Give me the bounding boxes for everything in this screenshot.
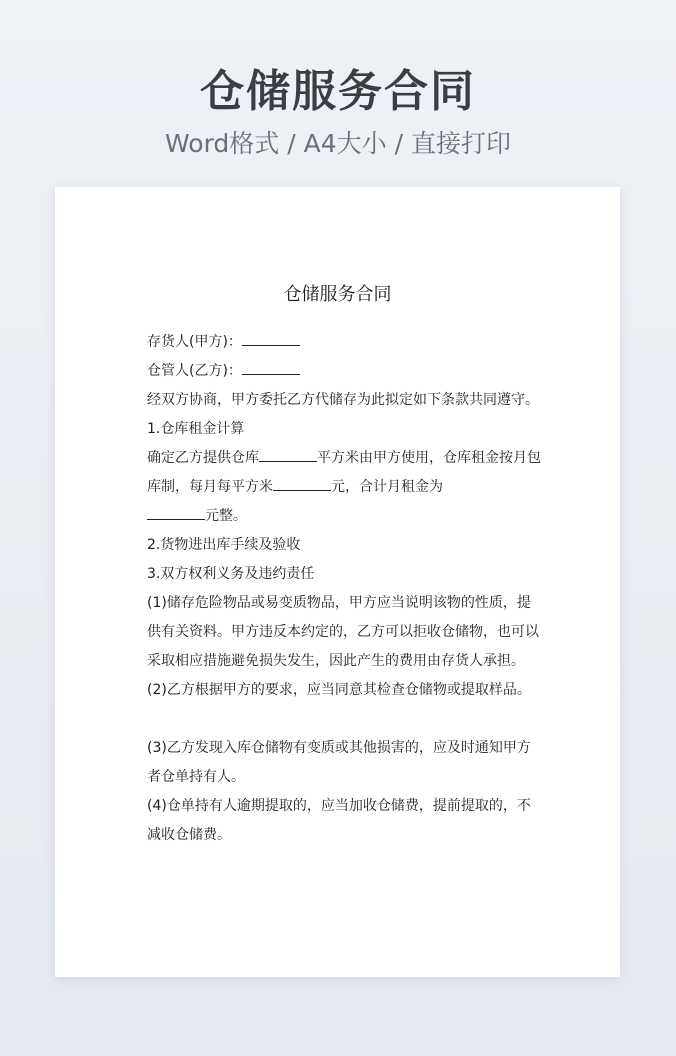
section1-text-c: 元，合计月租金为 [331,479,443,495]
party-a-blank [242,331,300,346]
clause-1: (1)储存危险物品或易变质物品，甲方应当说明该物的性质，提供有关资料。甲方违反本约定的，乙方可以拒收仓储物，也可以采取相应措施避免损失发生，因此产生的费用由存货人承担。 [147,595,539,669]
banner-subtitle: Word格式 / A4大小 / 直接打印 [165,129,511,158]
intro-paragraph: 经双方协商，甲方委托乙方代储存为此拟定如下条款共同遵守。 [147,392,539,408]
party-a-label: 存货人(甲方)： [147,334,242,350]
document-body [147,328,541,850]
area-blank [259,447,317,462]
monthly-rent-blank [147,505,205,520]
clause-3: (3)乙方发现入库仓储物有变质或其他损害的，应及时通知甲方者仓单持有人。 [147,740,531,785]
section1-text-a: 确定乙方提供仓库 [147,450,259,466]
party-b-blank [242,360,300,375]
section1-heading: 1.仓库租金计算 [147,421,245,437]
clause-4: (4)仓单持有人逾期提取的，应当加收仓储费，提前提取的，不减收仓储费。 [147,798,531,843]
party-b-line [147,357,541,386]
banner-header [0,62,676,162]
banner-title: 仓储服务合同 [200,66,476,117]
section1-text-d: 元整。 [205,508,247,524]
document-title: 仓储服务合同 [283,284,392,305]
spacer [147,705,541,734]
section1-paragraph [147,444,541,531]
document-page [55,187,620,977]
party-a-line [147,328,541,357]
section2-heading: 2.货物进出库手续及验收 [147,537,301,553]
clause-2: (2)乙方根据甲方的要求，应当同意其检查仓储物或提取样品。 [147,682,531,698]
unit-price-blank [273,476,331,491]
party-b-label: 仓管人(乙方)： [147,363,242,379]
section3-heading: 3.双方权利义务及违约责任 [147,566,315,582]
section1-text-b: 平方米由甲方使用，仓库租金按月包库制，每月每平方米 [147,450,541,495]
